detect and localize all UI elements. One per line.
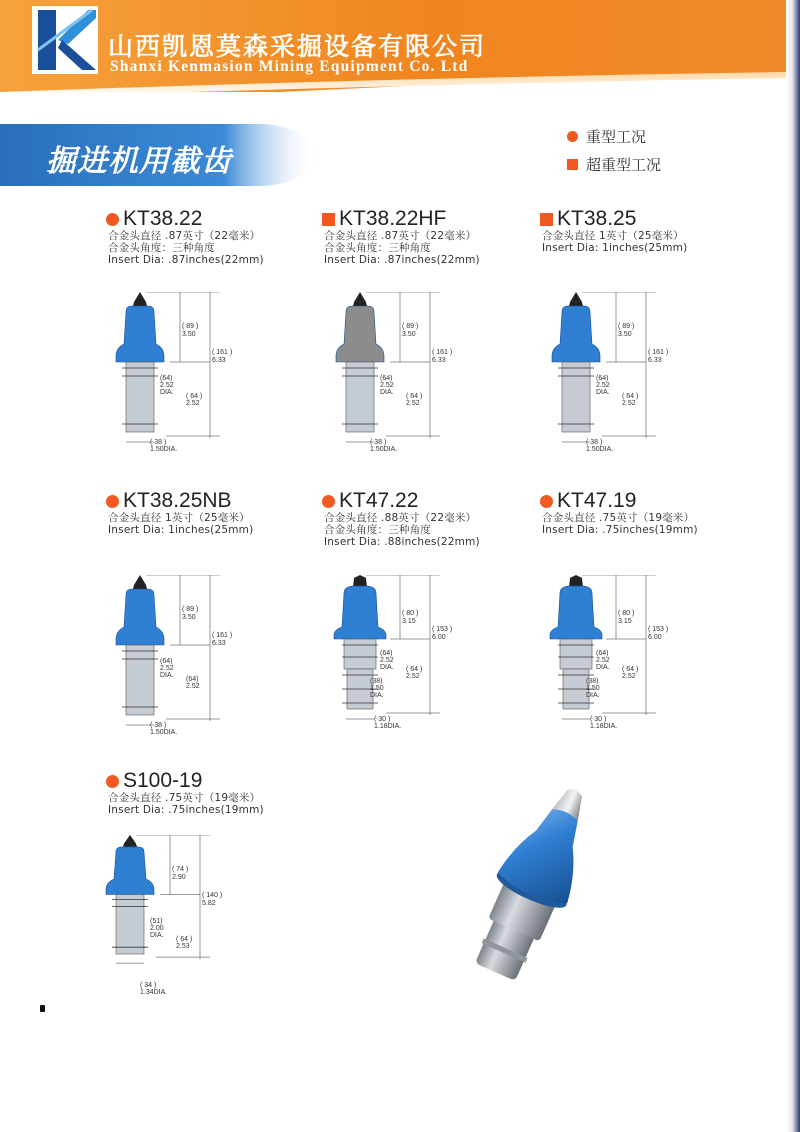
dimension-label: ( 38 ) bbox=[150, 722, 167, 729]
dimension-label: 2.52 bbox=[380, 657, 394, 664]
dimension-label: DIA. bbox=[596, 389, 610, 396]
product-heading bbox=[540, 490, 698, 512]
dimension-label: 1.50DIA. bbox=[370, 446, 398, 453]
shank-icon bbox=[344, 639, 376, 669]
dimension-label: 1.50 bbox=[586, 685, 600, 692]
pick-head-icon bbox=[336, 306, 384, 362]
product-model: S100-19 bbox=[123, 769, 203, 792]
dimension-label: 3.50 bbox=[618, 331, 632, 338]
dimension-label: (51) bbox=[150, 918, 163, 925]
dimension-label: ( 64 ) bbox=[406, 666, 423, 673]
dimension-label: ( 89 ) bbox=[182, 606, 199, 613]
pick-head-icon bbox=[106, 847, 154, 895]
product-spec-line: 合金头直径 .75英寸（19毫米） bbox=[108, 792, 261, 804]
product-spec-line: Insert Dia: .75inches(19mm) bbox=[542, 524, 698, 536]
dimension-label: 2.52 bbox=[186, 400, 200, 407]
product-spec-line: 合金头直径 .87英寸（22毫米） bbox=[324, 230, 477, 242]
dimension-label: 2.52 bbox=[406, 400, 420, 407]
product-spec-line: Insert Dia: 1inches(25mm) bbox=[108, 524, 254, 536]
dimension-label: ( 80 ) bbox=[618, 610, 635, 617]
legend-item-extra-heavy bbox=[567, 150, 661, 178]
dimension-label: DIA. bbox=[160, 389, 174, 396]
carbide-tip-icon bbox=[123, 835, 137, 847]
product-spec-line: 合金头直径 1英寸（25毫米） bbox=[542, 230, 684, 242]
shank-icon bbox=[346, 362, 374, 432]
product-heading bbox=[322, 208, 480, 230]
technical-drawing bbox=[100, 835, 240, 1010]
dimension-label: 6.33 bbox=[648, 357, 662, 364]
orange-circle-icon bbox=[106, 775, 119, 788]
dimension-label: 2.52 bbox=[622, 400, 636, 407]
technical-drawing bbox=[110, 292, 250, 467]
product-spec-line: Insert Dia: .88inches(22mm) bbox=[324, 536, 480, 548]
product-kt38-22hf bbox=[322, 208, 480, 266]
product-spec-line: 合金头角度：三种角度 bbox=[324, 524, 431, 536]
dimension-label: DIA. bbox=[596, 664, 610, 671]
dimension-label: (64) bbox=[596, 375, 609, 382]
product-kt38-22 bbox=[106, 208, 264, 266]
legend-item-heavy bbox=[567, 122, 661, 150]
dimension-label: 2.52 bbox=[596, 657, 610, 664]
product-heading bbox=[106, 208, 264, 230]
carbide-tip-icon bbox=[133, 575, 147, 589]
product-model: KT38.22HF bbox=[339, 207, 447, 230]
dimension-label: 3.50 bbox=[182, 331, 196, 338]
dimension-label: 2.52 bbox=[160, 665, 174, 672]
shank-icon bbox=[126, 645, 154, 715]
product-model: KT38.25 bbox=[557, 207, 637, 230]
dimension-label: 6.00 bbox=[648, 634, 662, 641]
dimension-label: DIA. bbox=[380, 664, 394, 671]
page-mark bbox=[40, 1005, 45, 1012]
product-heading bbox=[106, 490, 253, 512]
dimension-label: 1.50DIA. bbox=[586, 446, 614, 453]
dimension-label: (38) bbox=[370, 678, 383, 685]
orange-square-icon bbox=[322, 213, 335, 226]
company-name-chinese: 山西凯恩莫森采掘设备有限公司 bbox=[108, 32, 487, 61]
dimension-label: (64) bbox=[380, 375, 393, 382]
dimension-label: (64) bbox=[380, 650, 393, 657]
section-title: 掘进机用截齿 bbox=[46, 144, 232, 179]
orange-circle-icon bbox=[106, 495, 119, 508]
orange-square-icon bbox=[567, 159, 578, 170]
product-kt47-22 bbox=[322, 490, 480, 548]
dimension-label: ( 38 ) bbox=[370, 439, 387, 446]
dimension-label: (64) bbox=[596, 650, 609, 657]
dimension-label: DIA. bbox=[370, 692, 384, 699]
carbide-tip-icon bbox=[133, 292, 147, 306]
product-spec-line: Insert Dia: .87inches(22mm) bbox=[324, 254, 480, 266]
product-heading bbox=[322, 490, 480, 512]
dimension-label: 1.18DIA. bbox=[590, 723, 618, 730]
pick-head-icon bbox=[334, 586, 386, 639]
dimension-label: ( 161 ) bbox=[212, 349, 233, 356]
product-spec-line: 合金头直径 .75英寸（19毫米） bbox=[542, 512, 695, 524]
dimension-label: ( 64 ) bbox=[176, 936, 193, 943]
product-spec-line: Insert Dia: 1inches(25mm) bbox=[542, 242, 688, 254]
dimension-label: 2.52 bbox=[406, 673, 420, 680]
product-spec-line: 合金头直径 1英寸（25毫米） bbox=[108, 512, 250, 524]
dimension-label: 5.82 bbox=[202, 900, 216, 907]
dimension-label: ( 64 ) bbox=[622, 666, 639, 673]
page-edge bbox=[786, 0, 800, 1132]
product-kt38-25 bbox=[540, 208, 687, 254]
product-spec-line: 合金头角度：三种角度 bbox=[324, 242, 431, 254]
dimension-label: ( 140 ) bbox=[202, 892, 223, 899]
company-name-english: Shanxi Kenmasion Mining Equipment Co. Ltd bbox=[110, 58, 469, 75]
kenmasion-k-logo bbox=[32, 6, 98, 74]
technical-drawing bbox=[546, 292, 686, 467]
product-model: KT47.19 bbox=[557, 489, 637, 512]
dimension-label: 6.33 bbox=[432, 357, 446, 364]
dimension-label: 2.53 bbox=[176, 943, 190, 950]
dimension-label: ( 153 ) bbox=[432, 626, 453, 633]
orange-circle-icon bbox=[322, 495, 335, 508]
carbide-tip-icon bbox=[569, 292, 583, 306]
dimension-label: ( 89 ) bbox=[618, 323, 635, 330]
dimension-label: DIA. bbox=[586, 692, 600, 699]
pick-head-icon bbox=[116, 306, 164, 362]
product-kt38-25nb bbox=[106, 490, 253, 536]
orange-circle-icon bbox=[567, 131, 578, 142]
dimension-label: 1.50DIA. bbox=[150, 446, 178, 453]
dimension-label: 1.50DIA. bbox=[150, 729, 178, 736]
legend bbox=[567, 122, 661, 178]
dimension-label: ( 38 ) bbox=[586, 439, 603, 446]
dimension-label: 2.90 bbox=[172, 874, 186, 881]
dimension-label: ( 153 ) bbox=[648, 626, 669, 633]
dimension-label: DIA. bbox=[160, 672, 174, 679]
product-model: KT38.22 bbox=[123, 207, 203, 230]
dimension-label: ( 64 ) bbox=[622, 393, 639, 400]
dimension-label: 2.52 bbox=[186, 683, 200, 690]
product-spec-line: Insert Dia: .75inches(19mm) bbox=[108, 804, 264, 816]
shank-icon bbox=[126, 362, 154, 432]
dimension-label: ( 38 ) bbox=[150, 439, 167, 446]
dimension-label: ( 161 ) bbox=[432, 349, 453, 356]
dimension-label: 6.00 bbox=[432, 634, 446, 641]
product-spec-line: Insert Dia: .87inches(22mm) bbox=[108, 254, 264, 266]
dimension-label: (64) bbox=[186, 676, 199, 683]
shank-icon bbox=[560, 639, 592, 669]
dimension-label: 2.52 bbox=[380, 382, 394, 389]
dimension-label: (64) bbox=[160, 375, 173, 382]
orange-square-icon bbox=[540, 213, 553, 226]
dimension-label: 3.50 bbox=[182, 614, 196, 621]
pick-head-icon bbox=[552, 306, 600, 362]
legend-label: 重型工况 bbox=[586, 127, 647, 146]
product-model: KT47.22 bbox=[339, 489, 419, 512]
technical-drawing bbox=[110, 575, 250, 750]
dimension-label: ( 80 ) bbox=[402, 610, 419, 617]
dimension-label: 2.52 bbox=[596, 382, 610, 389]
product-heading bbox=[106, 770, 264, 792]
dimension-label: 1.18DIA. bbox=[374, 723, 402, 730]
product-spec-line: 合金头角度：三种角度 bbox=[108, 242, 215, 254]
product-spec-line: 合金头直径 .87英寸（22毫米） bbox=[108, 230, 261, 242]
dimension-label: DIA. bbox=[150, 932, 164, 939]
dimension-label: ( 89 ) bbox=[182, 323, 199, 330]
dimension-label: ( 34 ) bbox=[140, 982, 157, 989]
legend-label: 超重型工况 bbox=[586, 155, 662, 174]
dimension-label: ( 161 ) bbox=[648, 349, 669, 356]
dimension-label: 3.50 bbox=[402, 331, 416, 338]
dimension-label: 2.52 bbox=[160, 382, 174, 389]
cutter-pick-photo bbox=[452, 780, 622, 1000]
dimension-label: DIA. bbox=[380, 389, 394, 396]
carbide-tip-icon bbox=[353, 575, 367, 587]
product-heading bbox=[540, 208, 687, 230]
technical-drawing bbox=[546, 575, 686, 750]
product-spec-line: 合金头直径 .88英寸（22毫米） bbox=[324, 512, 477, 524]
dimension-label: 6.33 bbox=[212, 357, 226, 364]
dimension-label: ( 64 ) bbox=[186, 393, 203, 400]
dimension-label: ( 161 ) bbox=[212, 632, 233, 639]
dimension-label: (64) bbox=[160, 658, 173, 665]
dimension-label: 6.33 bbox=[212, 640, 226, 647]
dimension-label: ( 74 ) bbox=[172, 866, 189, 873]
shank-icon bbox=[116, 895, 144, 955]
dimension-label: 3.15 bbox=[402, 618, 416, 625]
technical-drawing bbox=[330, 292, 470, 467]
dimension-label: ( 30 ) bbox=[590, 716, 607, 723]
dimension-label: ( 30 ) bbox=[374, 716, 391, 723]
pick-head-icon bbox=[116, 589, 164, 645]
orange-circle-icon bbox=[540, 495, 553, 508]
dimension-label: 3.15 bbox=[618, 618, 632, 625]
dimension-label: 2.52 bbox=[622, 673, 636, 680]
carbide-tip-icon bbox=[353, 292, 367, 306]
product-s100-19 bbox=[106, 770, 264, 816]
carbide-tip-icon bbox=[569, 575, 583, 587]
dimension-label: (38) bbox=[586, 678, 599, 685]
product-model: KT38.25NB bbox=[123, 489, 232, 512]
product-kt47-19 bbox=[540, 490, 698, 536]
shank-icon bbox=[562, 362, 590, 432]
dimension-label: ( 64 ) bbox=[406, 393, 423, 400]
technical-drawing bbox=[330, 575, 470, 750]
dimension-label: 1.50 bbox=[370, 685, 384, 692]
dimension-label: 2.00 bbox=[150, 925, 164, 932]
orange-circle-icon bbox=[106, 213, 119, 226]
pick-head-icon bbox=[550, 586, 602, 639]
dimension-label: ( 89 ) bbox=[402, 323, 419, 330]
dimension-label: 1.34DIA. bbox=[140, 989, 168, 996]
